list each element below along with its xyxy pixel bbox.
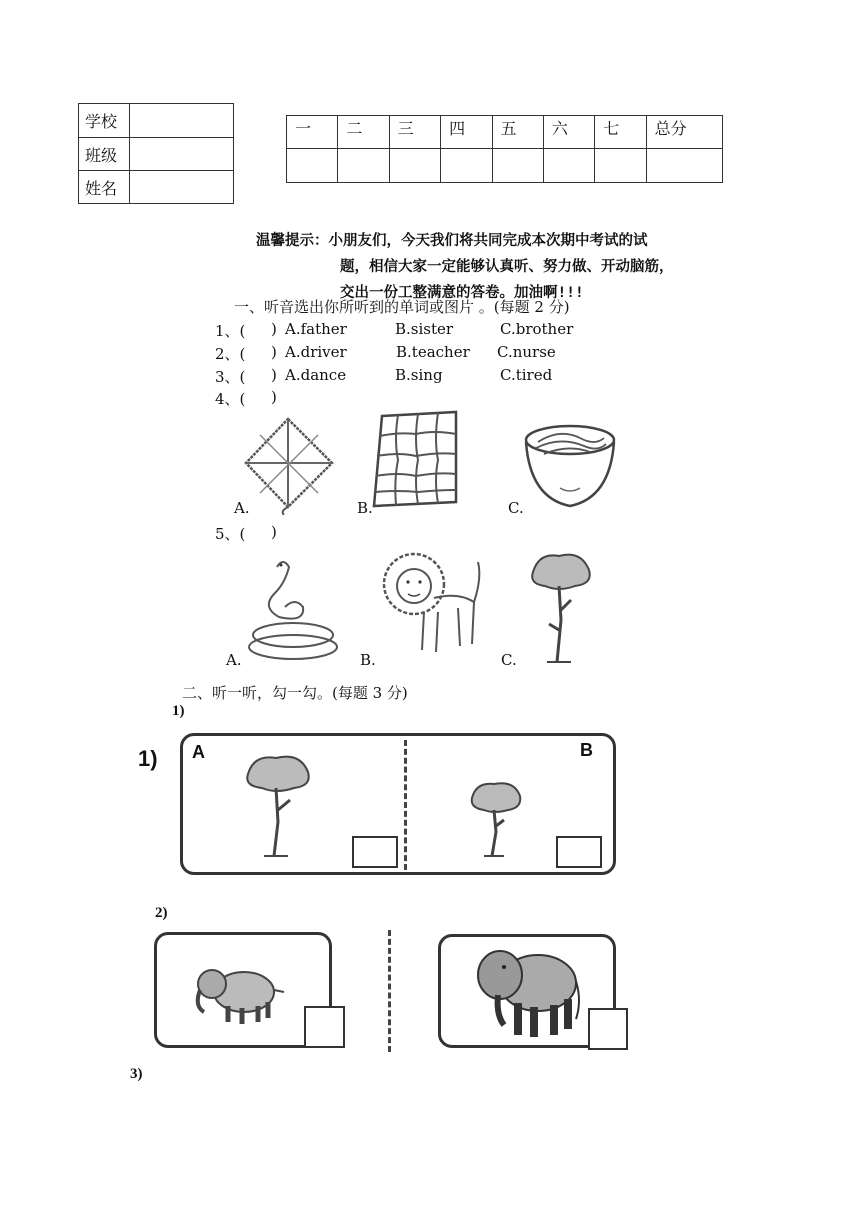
warm-tip	[256, 228, 736, 306]
score-cell[interactable]	[543, 149, 594, 183]
score-table	[286, 115, 723, 183]
noodle-bowl-image	[520, 418, 620, 510]
score-cell[interactable]	[492, 149, 543, 183]
score-header-cell: 一	[287, 116, 338, 149]
score-header-row	[287, 116, 723, 149]
q5-option-c[interactable]: C.	[501, 651, 517, 669]
q1-label-a: A	[192, 742, 205, 762]
score-cell[interactable]	[441, 149, 492, 183]
class-field[interactable]	[130, 138, 234, 171]
tall-tree-image	[242, 752, 314, 862]
score-cell[interactable]	[389, 149, 440, 183]
q1-inner-number: 1)	[138, 746, 158, 771]
score-cell[interactable]	[595, 149, 646, 183]
tip-line-1: 温馨提示：小朋友们，今天我们将共同完成本次期中考试的试	[256, 233, 648, 249]
score-header-cell: 四	[441, 116, 492, 149]
question-2: 2、( ) A.driver B.teacher C.nurse	[215, 343, 556, 363]
big-elephant-image	[470, 945, 585, 1040]
q2-option-b[interactable]: B.teacher	[396, 343, 470, 361]
score-header-cell: 二	[338, 116, 389, 149]
tip-line-3: 交出一份工整满意的答卷。加油啊!!!	[340, 285, 584, 301]
q2-checkbox-a[interactable]	[304, 1006, 345, 1048]
q4-option-a[interactable]: A.	[234, 499, 250, 517]
q4-option-c[interactable]: C.	[508, 499, 524, 517]
q1-label-b: B	[580, 740, 593, 760]
score-header-cell: 六	[543, 116, 594, 149]
q2-option-c[interactable]: C.nurse	[497, 343, 556, 361]
q1-option-b[interactable]: B.sister	[395, 320, 454, 338]
q5-option-b[interactable]: B.	[360, 651, 376, 669]
q2-option-a[interactable]: A.driver	[285, 343, 347, 361]
section2-q2-number: 2)	[155, 905, 168, 921]
score-blank-row	[287, 149, 723, 183]
section1-title: 一、听音选出你所听到的单词或图片 。(每题 2 分)	[234, 298, 570, 316]
puzzle-image	[368, 410, 463, 510]
question-5: 5、( )	[215, 523, 277, 543]
score-header-cell: 五	[492, 116, 543, 149]
question-4: 4、( )	[215, 388, 277, 408]
q5-option-a[interactable]: A.	[226, 651, 242, 669]
q2-checkbox-b[interactable]	[588, 1008, 628, 1050]
short-tree-image	[468, 780, 524, 860]
tree-image	[525, 550, 595, 668]
name-label: 姓名	[79, 171, 130, 204]
section2-q1-number: 1)	[172, 703, 185, 719]
score-cell[interactable]	[338, 149, 389, 183]
section2-title: 二、听一听，勾一勾。(每题 3 分)	[182, 684, 408, 702]
score-header-cell: 七	[595, 116, 646, 149]
school-field[interactable]	[130, 104, 234, 138]
class-label: 班级	[79, 138, 130, 171]
q2-divider	[388, 930, 391, 1052]
kite-image	[240, 415, 340, 515]
school-label: 学校	[79, 104, 130, 138]
student-info-table	[78, 103, 234, 204]
q1-checkbox-a[interactable]	[352, 836, 398, 868]
q3-option-b[interactable]: B.sing	[395, 366, 443, 384]
name-field[interactable]	[130, 171, 234, 204]
score-cell[interactable]	[646, 149, 722, 183]
question-1: 1、( ) A.father B.sister C.brother	[215, 320, 574, 340]
q3-option-c[interactable]: C.tired	[500, 366, 553, 384]
q3-option-a[interactable]: A.dance	[285, 366, 347, 384]
small-elephant-image	[188, 962, 286, 1026]
tip-line-2: 题，相信大家一定能够认真听、努力做、开动脑筋，	[340, 259, 674, 275]
q1-checkbox-b[interactable]	[556, 836, 602, 868]
section2-q3-number: 3)	[130, 1066, 143, 1082]
score-header-cell: 三	[389, 116, 440, 149]
q4-option-b[interactable]: B.	[357, 499, 373, 517]
score-cell[interactable]	[287, 149, 338, 183]
q1-divider	[404, 740, 407, 870]
q1-option-a[interactable]: A.father	[285, 320, 347, 338]
snake-image	[245, 555, 345, 665]
question-3: 3、( ) A.dance B.sing C.tired	[215, 366, 553, 386]
lion-image	[378, 548, 490, 663]
q1-option-c[interactable]: C.brother	[500, 320, 574, 338]
score-header-cell: 总分	[646, 116, 722, 149]
